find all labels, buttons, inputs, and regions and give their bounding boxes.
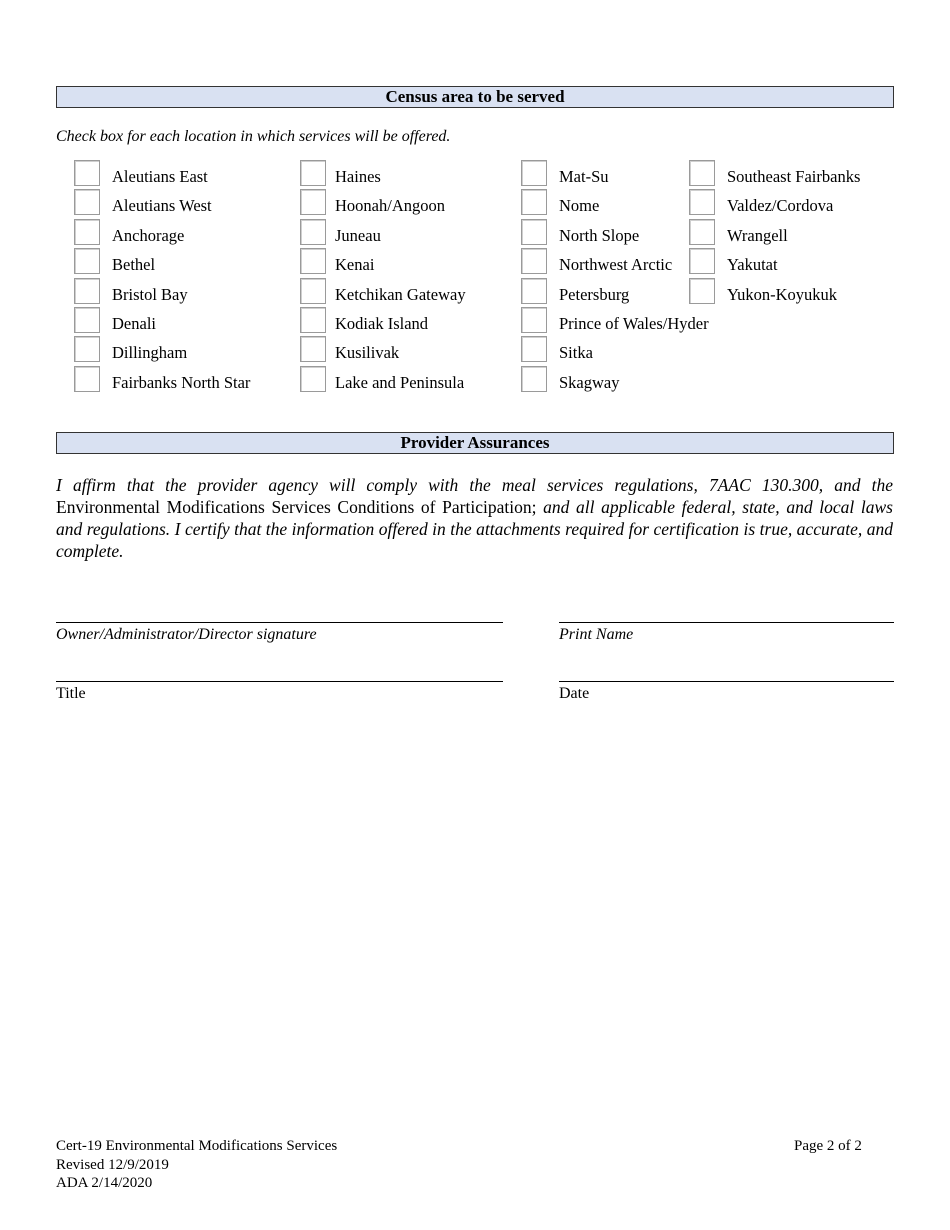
location-label: Lake and Peninsula bbox=[335, 372, 465, 392]
location-label: Dillingham bbox=[112, 343, 188, 363]
location-checkbox[interactable] bbox=[300, 278, 326, 304]
location-checkbox[interactable] bbox=[521, 307, 547, 333]
location-checkbox[interactable] bbox=[300, 366, 326, 392]
location-label: Aleutians East bbox=[112, 167, 208, 186]
location-checkbox[interactable] bbox=[521, 189, 547, 215]
assurance-text-part2: Environmental Modifications Services Conditions of Participation; bbox=[56, 497, 537, 517]
location-label: Haines bbox=[335, 167, 381, 186]
location-label: Yukon-Koyukuk bbox=[727, 284, 837, 304]
location-checkbox[interactable] bbox=[521, 219, 547, 245]
location-checkbox[interactable] bbox=[521, 248, 547, 274]
print-name-line[interactable] bbox=[559, 622, 894, 623]
location-label: Mat-Su bbox=[559, 167, 609, 186]
location-checkbox[interactable] bbox=[300, 189, 326, 215]
location-checkbox[interactable] bbox=[74, 336, 100, 362]
location-checkbox[interactable] bbox=[74, 248, 100, 274]
location-label: Southeast Fairbanks bbox=[727, 167, 861, 186]
owner-signature-label: Owner/Administrator/Director signature bbox=[56, 626, 317, 643]
location-checkbox[interactable] bbox=[74, 278, 100, 304]
location-checkbox[interactable] bbox=[689, 160, 715, 186]
location-label: Denali bbox=[112, 313, 156, 333]
assurance-statement bbox=[56, 474, 893, 562]
footer-info bbox=[56, 1137, 337, 1193]
assurance-text-part3: and all applicable federal, state, and local laws and regulations. I certify that the information offered in the attachments required for certification is true, accurate, and complete. bbox=[56, 497, 893, 561]
location-label: Bethel bbox=[112, 255, 156, 275]
location-label: Kusilivak bbox=[335, 343, 400, 363]
location-checkbox[interactable] bbox=[689, 278, 715, 304]
location-checkbox[interactable] bbox=[689, 219, 715, 245]
location-label: Prince of Wales/Hyder bbox=[559, 313, 709, 333]
footer-page-number: Page 2 of 2 bbox=[794, 1138, 862, 1154]
location-label: Valdez/Cordova bbox=[727, 196, 834, 216]
title-line[interactable] bbox=[56, 681, 503, 682]
location-label: Sitka bbox=[559, 343, 593, 363]
census-section-header: Census area to be served bbox=[56, 86, 894, 108]
location-checkbox[interactable] bbox=[74, 307, 100, 333]
owner-signature-line[interactable] bbox=[56, 622, 503, 623]
location-label: North Slope bbox=[559, 225, 640, 245]
location-checkbox[interactable] bbox=[300, 160, 326, 186]
date-line[interactable] bbox=[559, 681, 894, 682]
location-checkbox[interactable] bbox=[689, 248, 715, 274]
location-label: Yakutat bbox=[727, 255, 778, 275]
title-label: Title bbox=[56, 685, 86, 702]
print-name-label: Print Name bbox=[559, 626, 634, 643]
location-checkbox[interactable] bbox=[74, 160, 100, 186]
location-label: Nome bbox=[559, 196, 600, 216]
location-label: Petersburg bbox=[559, 284, 630, 304]
location-checkbox[interactable] bbox=[521, 278, 547, 304]
location-checkbox[interactable] bbox=[300, 248, 326, 274]
location-label: Bristol Bay bbox=[112, 284, 188, 304]
assurance-text-part1: I affirm that the provider agency will comply with the meal services regulations, 7AAC 130.300, and the bbox=[56, 475, 893, 495]
location-label: Skagway bbox=[559, 372, 620, 392]
location-checkbox[interactable] bbox=[300, 336, 326, 362]
location-label: Fairbanks North Star bbox=[112, 372, 251, 392]
location-checkbox[interactable] bbox=[521, 336, 547, 362]
footer-revised: Revised 12/9/2019 bbox=[56, 1156, 169, 1173]
location-checkbox[interactable] bbox=[521, 160, 547, 186]
footer-ada: ADA 2/14/2020 bbox=[56, 1175, 153, 1191]
location-checkbox[interactable] bbox=[689, 189, 715, 215]
location-label: Kenai bbox=[335, 255, 375, 275]
location-label: Anchorage bbox=[112, 225, 185, 245]
footer-form-name: Cert-19 Environmental Modifications Services bbox=[56, 1138, 338, 1154]
location-label: Hoonah/Angoon bbox=[335, 196, 445, 216]
location-checkbox[interactable] bbox=[300, 219, 326, 245]
location-label: Aleutians West bbox=[112, 196, 212, 216]
location-checkbox[interactable] bbox=[521, 366, 547, 392]
location-checkbox[interactable] bbox=[74, 366, 100, 392]
location-checkbox[interactable] bbox=[74, 219, 100, 245]
location-label: Northwest Arctic bbox=[559, 255, 673, 275]
date-label: Date bbox=[559, 685, 590, 702]
location-checkbox[interactable] bbox=[74, 189, 100, 215]
location-label: Wrangell bbox=[727, 225, 788, 245]
location-label: Kodiak Island bbox=[335, 313, 429, 333]
census-instruction: Check box for each location in which services will be offered. bbox=[56, 128, 451, 145]
assurances-section-header: Provider Assurances bbox=[56, 432, 894, 454]
location-checkbox[interactable] bbox=[300, 307, 326, 333]
location-label: Juneau bbox=[335, 225, 381, 245]
location-label: Ketchikan Gateway bbox=[335, 284, 466, 304]
